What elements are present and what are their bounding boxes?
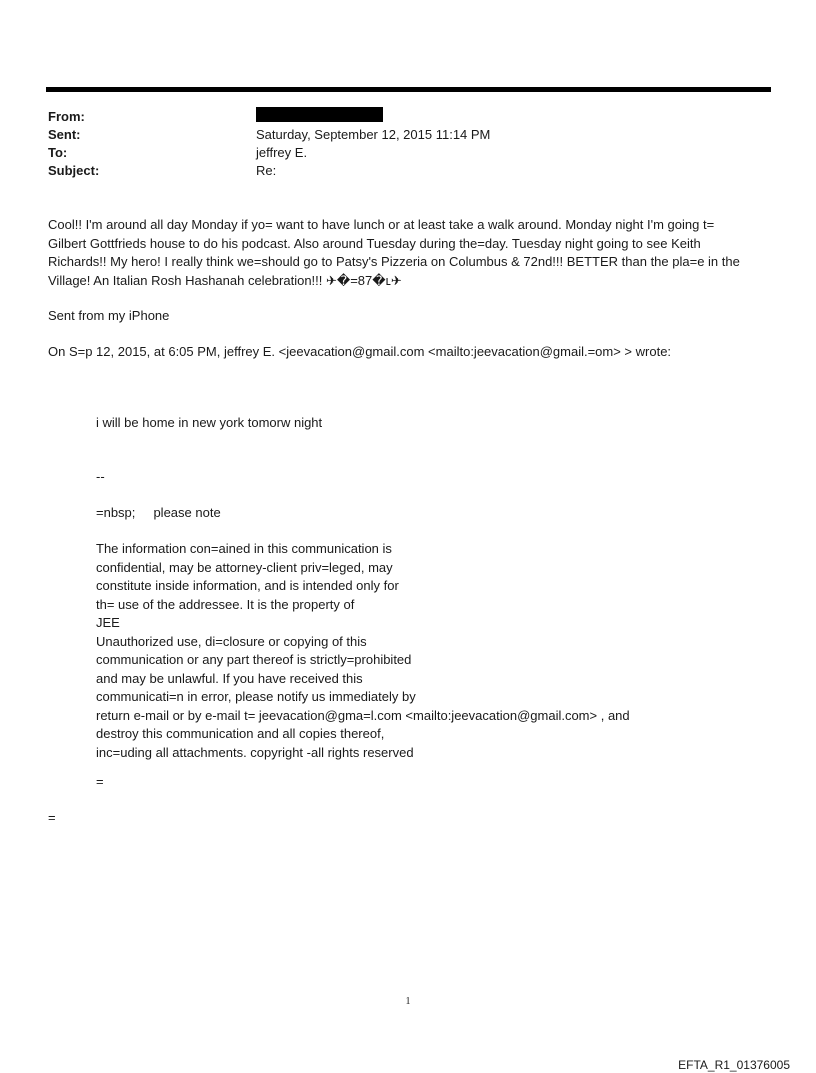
mobile-signature: Sent from my iPhone [48, 308, 170, 323]
page-number: 1 [405, 996, 411, 1007]
sent-label: Sent: [48, 127, 81, 142]
document-id: EFTA_R1_01376005 [678, 1058, 790, 1072]
message-body: Cool!! I'm around all day Monday if yo= want to have lunch or at least take a walk around. Monday night I'm going t= Gilbert Gottfrieds house to do his podcast. Also around Tuesday during the=day. Tuesday night going to see Keith Richards!! My hero! I really think we=should go to Patsy's Pizzeria on Columbus & 72nd!!! BETTER than the pla=e in the Village! An Italian Rosh Hashanah celebration!!! ✈�=87�ʟ✈ [48, 217, 740, 288]
please-note: =nbsp; please note [96, 505, 221, 520]
quoted-message: i will be home in new york tomorw night [96, 415, 323, 430]
header-rule [46, 87, 771, 92]
subject-label: Subject: [48, 163, 100, 178]
signature-separator: -- [96, 469, 105, 484]
quoted-trailing-char: = [96, 774, 104, 789]
quote-header: On S=p 12, 2015, at 6:05 PM, jeffrey E. <jeevacation@gmail.com <mailto:jeevacation@gmail.=om> > wrote: [48, 344, 672, 359]
confidentiality-disclaimer: The information con=ained in this communication is confidential, may be attorney-client priv=leged, may constitute inside information, and is intended only for th= use of the addressee. It is the property of JEE Unauthorized use, di=closure or copying of this communication or any part thereof is strictly=prohibited and may be unlawful. If you have received this communicati=n in error, please notify us immediately by return e-mail or by e-mail t= jeevacation@gma=l.com <mailto:jeevacation@gmail.com> , and destroy this communication and all copies thereof, inc=uding all attachments. copyright -all rights reserved [96, 541, 630, 760]
from-label: From: [48, 109, 85, 124]
trailing-char: = [48, 810, 56, 825]
redacted-sender [256, 107, 383, 122]
to-label: To: [48, 145, 68, 160]
sent-value: Saturday, September 12, 2015 11:14 PM [256, 127, 491, 142]
subject-value: Re: [256, 163, 277, 178]
to-value: jeffrey E. [256, 145, 308, 160]
